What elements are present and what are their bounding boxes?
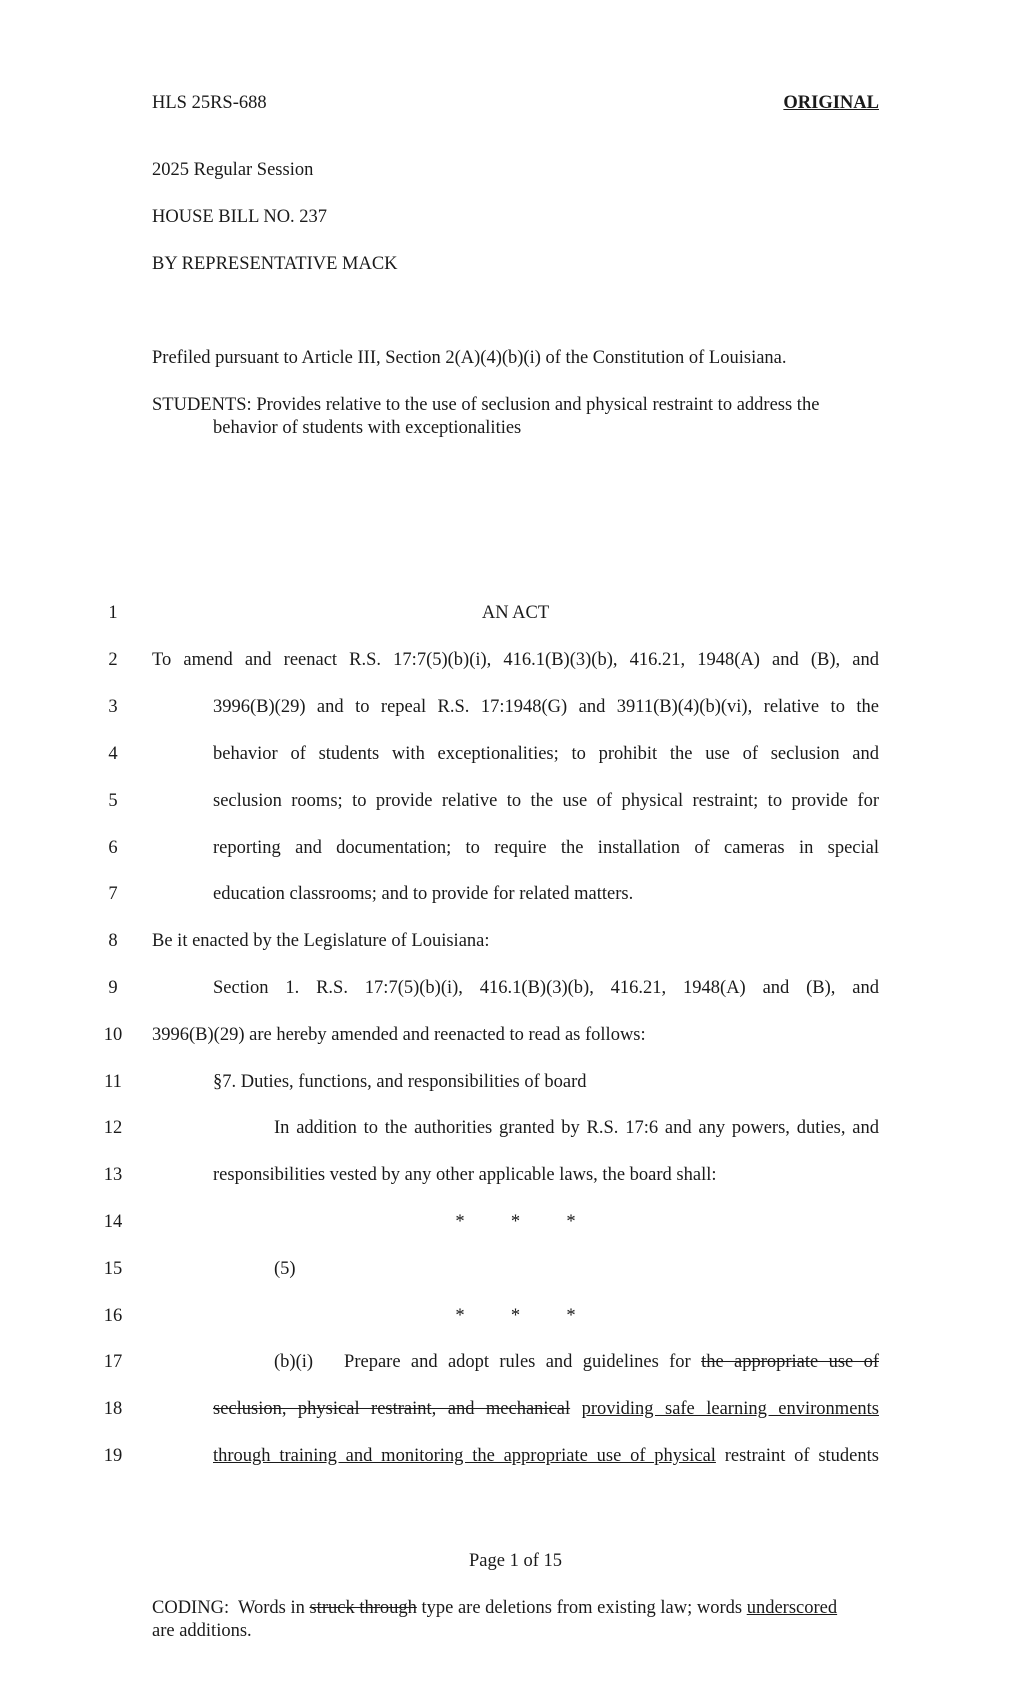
line-number: 7 (108, 884, 118, 904)
plain-text: restraint of students (715, 1446, 879, 1466)
line-number: 3 (108, 697, 118, 717)
session: 2025 Regular Session (152, 160, 314, 180)
amendment-line-18 (213, 1399, 879, 1420)
title-line-3: 3996(B)(29) and to repeal R.S. 17:1948(G) and 3911(B)(4)(b)(vi), relative to the (213, 697, 879, 717)
plain-text: (b)(i) Prepare and adopt rules and guidelines for (274, 1352, 702, 1372)
line-number: 12 (103, 1118, 123, 1138)
line-number: 13 (103, 1165, 123, 1185)
title-line-4: behavior of students with exceptionalities; to prohibit the use of seclusion and (213, 744, 879, 764)
section-heading: §7. Duties, functions, and responsibilities of board (213, 1072, 587, 1092)
title-line-7: education classrooms; and to provide for related matters. (213, 884, 634, 904)
digest-line-1: STUDENTS: Provides relative to the use of seclusion and physical restraint to address the (152, 395, 820, 415)
line-number: 8 (108, 931, 118, 951)
title-line-5: seclusion rooms; to provide relative to the use of physical restraint; to provide for (213, 791, 879, 811)
bill-code: HLS 25RS-688 (152, 93, 267, 113)
line-number: 1 (108, 603, 118, 623)
page-number: Page 1 of 15 (469, 1551, 562, 1571)
line-number: 4 (108, 744, 118, 764)
section-1-continued: 3996(B)(29) are hereby amended and reenacted to read as follows: (152, 1025, 646, 1045)
omission-asterisks: * * * (455, 1212, 576, 1232)
title-line-2: To amend and reenact R.S. 17:7(5)(b)(i), 416.1(B)(3)(b), 416.21, 1948(A) and (B), and (152, 650, 879, 670)
omission-asterisks: * * * (455, 1306, 576, 1326)
line-number: 2 (108, 650, 118, 670)
line-number: 15 (103, 1259, 123, 1279)
line-number: 14 (103, 1212, 123, 1232)
paragraph-line-13: responsibilities vested by any other applicable laws, the board shall: (213, 1165, 717, 1185)
line-number: 5 (108, 791, 118, 811)
line-number: 19 (103, 1446, 123, 1466)
subsection-5: (5) (274, 1259, 296, 1279)
bill-number: HOUSE BILL NO. 237 (152, 207, 328, 227)
digest-line-2: behavior of students with exceptionalities (213, 418, 522, 438)
paragraph-line-12: In addition to the authorities granted by R.S. 17:6 and any powers, duties, and (274, 1118, 879, 1138)
section-1-line: Section 1. R.S. 17:7(5)(b)(i), 416.1(B)(3)(b), 416.21, 1948(A) and (B), and (213, 978, 879, 998)
line-number: 18 (103, 1399, 123, 1419)
line-number: 16 (103, 1306, 123, 1326)
plain-text: type are deletions from existing law; words (416, 1598, 747, 1618)
version-label: ORIGINAL (783, 93, 879, 113)
line-number: 6 (108, 838, 118, 858)
added-text: through training and monitoring the appropriate use of physical (213, 1446, 716, 1466)
title-line-6: reporting and documentation; to require the installation of cameras in special (213, 838, 879, 858)
struck-text: struck through (309, 1598, 417, 1618)
amendment-line-19 (213, 1446, 879, 1467)
struck-text: seclusion, physical restraint, and mechanical (213, 1399, 571, 1419)
author: BY REPRESENTATIVE MACK (152, 254, 398, 274)
plain-text: CODING: Words in (152, 1598, 310, 1618)
line-number: 17 (103, 1352, 123, 1372)
added-text: providing safe learning environments (581, 1399, 879, 1419)
added-text: underscored (746, 1598, 838, 1618)
coding-note-line-2: are additions. (152, 1621, 252, 1641)
amendment-line-17 (274, 1352, 879, 1373)
coding-note-line-1 (152, 1598, 837, 1619)
struck-text: the appropriate use of (701, 1352, 879, 1372)
line-number: 11 (104, 1072, 122, 1092)
enacting-clause: Be it enacted by the Legislature of Louisiana: (152, 931, 490, 951)
act-title: AN ACT (481, 603, 550, 623)
prefiled-note: Prefiled pursuant to Article III, Section 2(A)(4)(b)(i) of the Constitution of Louisiana. (152, 348, 787, 368)
line-number: 9 (108, 978, 118, 998)
line-number: 10 (103, 1025, 123, 1045)
